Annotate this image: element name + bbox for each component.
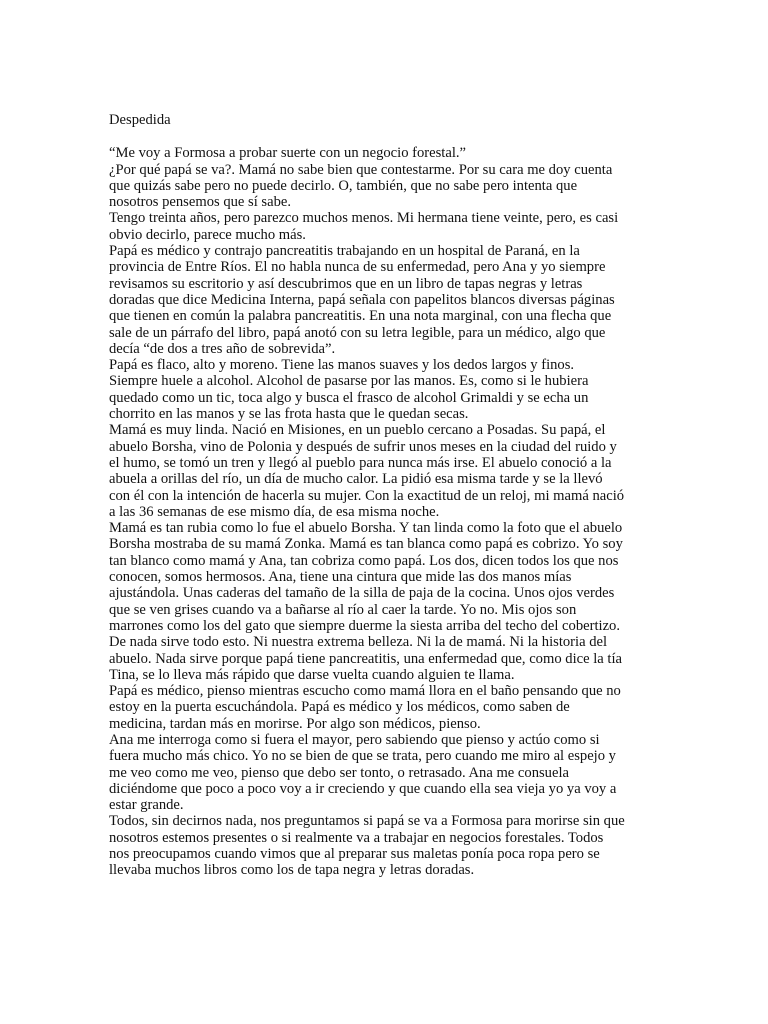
text-line: abuelo. Nada sirve porque papá tiene pancreatitis, una enfermedad que, como dice la tía — [109, 650, 622, 667]
text-line: conocen, somos hermosos. Ana, tiene una cintura que mide las dos manos mías — [109, 569, 572, 586]
document-page — [109, 112, 669, 879]
text-line: llevaba muchos libros como los de tapa negra y letras doradas. — [109, 862, 475, 879]
text-line: quedado como un tic, toca algo y busca el frasco de alcohol Grimaldi y se echa un — [109, 389, 589, 406]
document-body — [109, 145, 669, 878]
text-line: sale de un párrafo del libro, papá anotó con su letra legible, para un médico, algo que — [109, 324, 606, 341]
text-line: abuela a orillas del río, un día de mucho calor. La pidió esa misma tarde y se la llevó — [109, 471, 603, 488]
text-line: revisamos su escritorio y así descubrimos que en un libro de tapas negras y letras — [109, 275, 583, 292]
text-line: obvio decirlo, parece mucho más. — [109, 226, 306, 243]
text-line: nosotros pensemos que sí sabe. — [109, 194, 291, 211]
text-line: me veo como me veo, pienso que debo ser tonto, o retrasado. Ana me consuela — [109, 764, 569, 781]
text-line: Siempre huele a alcohol. Alcohol de pasarse por las manos. Es, como si le hubiera — [109, 373, 589, 390]
text-line: De nada sirve todo esto. Ni nuestra extrema belleza. Ni la de mamá. Ni la historia del — [109, 634, 608, 651]
text-line: chorrito en las manos y se las frota hasta que le quedan secas. — [109, 406, 469, 423]
text-line: Mamá es muy linda. Nació en Misiones, en un pueblo cercano a Posadas. Su papá, el — [109, 422, 606, 439]
text-line: que tienen en común la palabra pancreatitis. En una nota marginal, con una flecha que — [109, 308, 612, 325]
text-line: estar grande. — [109, 797, 184, 814]
text-line: doradas que dice Medicina Interna, papá señala con papelitos blancos diversas páginas — [109, 291, 615, 308]
text-line: que se ven grises cuando va a bañarse al río al caer la tarde. Yo no. Mis ojos son — [109, 601, 577, 618]
text-line: Papá es médico, pienso mientras escucho como mamá llora en el baño pensando que no — [109, 683, 621, 700]
text-line: marrones como los del gato que siempre duerme la siesta arriba del techo del cobertizo. — [109, 617, 620, 634]
text-line: Papá es flaco, alto y moreno. Tiene las manos suaves y los dedos largos y finos. — [109, 357, 575, 374]
text-line: Mamá es tan rubia como lo fue el abuelo Borsha. Y tan linda como la foto que el abuelo — [109, 520, 623, 537]
text-line: tan blanco como mamá y Ana, tan cobriza como papá. Los dos, dicen todos los que nos — [109, 552, 619, 569]
text-line: Tengo treinta años, pero parezco muchos menos. Mi hermana tiene veinte, pero, es casi — [109, 210, 619, 227]
text-line: provincia de Entre Ríos. El no habla nunca de su enfermedad, pero Ana y yo siempre — [109, 259, 606, 276]
text-line: ajustándola. Unas caderas del tamaño de la silla de paja de la cocina. Unos ojos verdes — [109, 585, 615, 602]
document-title: Despedida — [109, 112, 171, 128]
text-line: estoy en la puerta escuchándola. Papá es médico y los médicos, como saben de — [109, 699, 570, 716]
text-line: que quizás sabe pero no puede decirlo. O, también, que no sabe pero intenta que — [109, 177, 578, 194]
text-line: el humo, se tomó un tren y llegó al pueblo para nunca más irse. El abuelo conoció a la — [109, 454, 612, 471]
text-line: diciéndome que poco a poco voy a ir creciendo y que cuando ella sea vieja yo ya voy a — [109, 780, 617, 797]
text-line: decía “de dos a tres año de sobrevida”. — [109, 340, 336, 357]
text-line: Tina, se lo lleva más rápido que darse vuelta cuando alguien te llama. — [109, 666, 515, 683]
text-line: con él con la intención de hacerla su mujer. Con la exactitud de un reloj, mi mamá nació — [109, 487, 625, 504]
text-line: Ana me interroga como si fuera el mayor, pero sabiendo que pienso y actúo como si — [109, 731, 600, 748]
text-line: Borsha mostraba de su mamá Zonka. Mamá es tan blanca como papá es cobrizo. Yo soy — [109, 536, 623, 553]
text-line: ¿Por qué papá se va?. Mamá no sabe bien que contestarme. Por su cara me doy cuenta — [109, 161, 613, 178]
text-line: fuera mucho más chico. Yo no se bien de que se trata, pero cuando me miro al espejo y — [109, 748, 616, 765]
text-line: “Me voy a Formosa a probar suerte con un negocio forestal.” — [109, 145, 467, 162]
text-line: Papá es médico y contrajo pancreatitis trabajando en un hospital de Paraná, en la — [109, 243, 580, 260]
text-line: medicina, tardan más en morirse. Por algo son médicos, pienso. — [109, 715, 481, 732]
text-line: Todos, sin decirnos nada, nos preguntamos si papá se va a Formosa para morirse sin que — [109, 813, 625, 830]
text-line: nos preocupamos cuando vimos que al preparar sus maletas ponía poca ropa pero se — [109, 846, 600, 863]
text-line: a las 36 semanas de ese mismo día, de esa misma noche. — [109, 503, 440, 520]
text-line: abuelo Borsha, vino de Polonia y después de sufrir unos meses en la ciudad del ruido y — [109, 438, 617, 455]
text-line: nosotros estemos presentes o si realmente va a trabajar en negocios forestales. Todos — [109, 829, 604, 846]
